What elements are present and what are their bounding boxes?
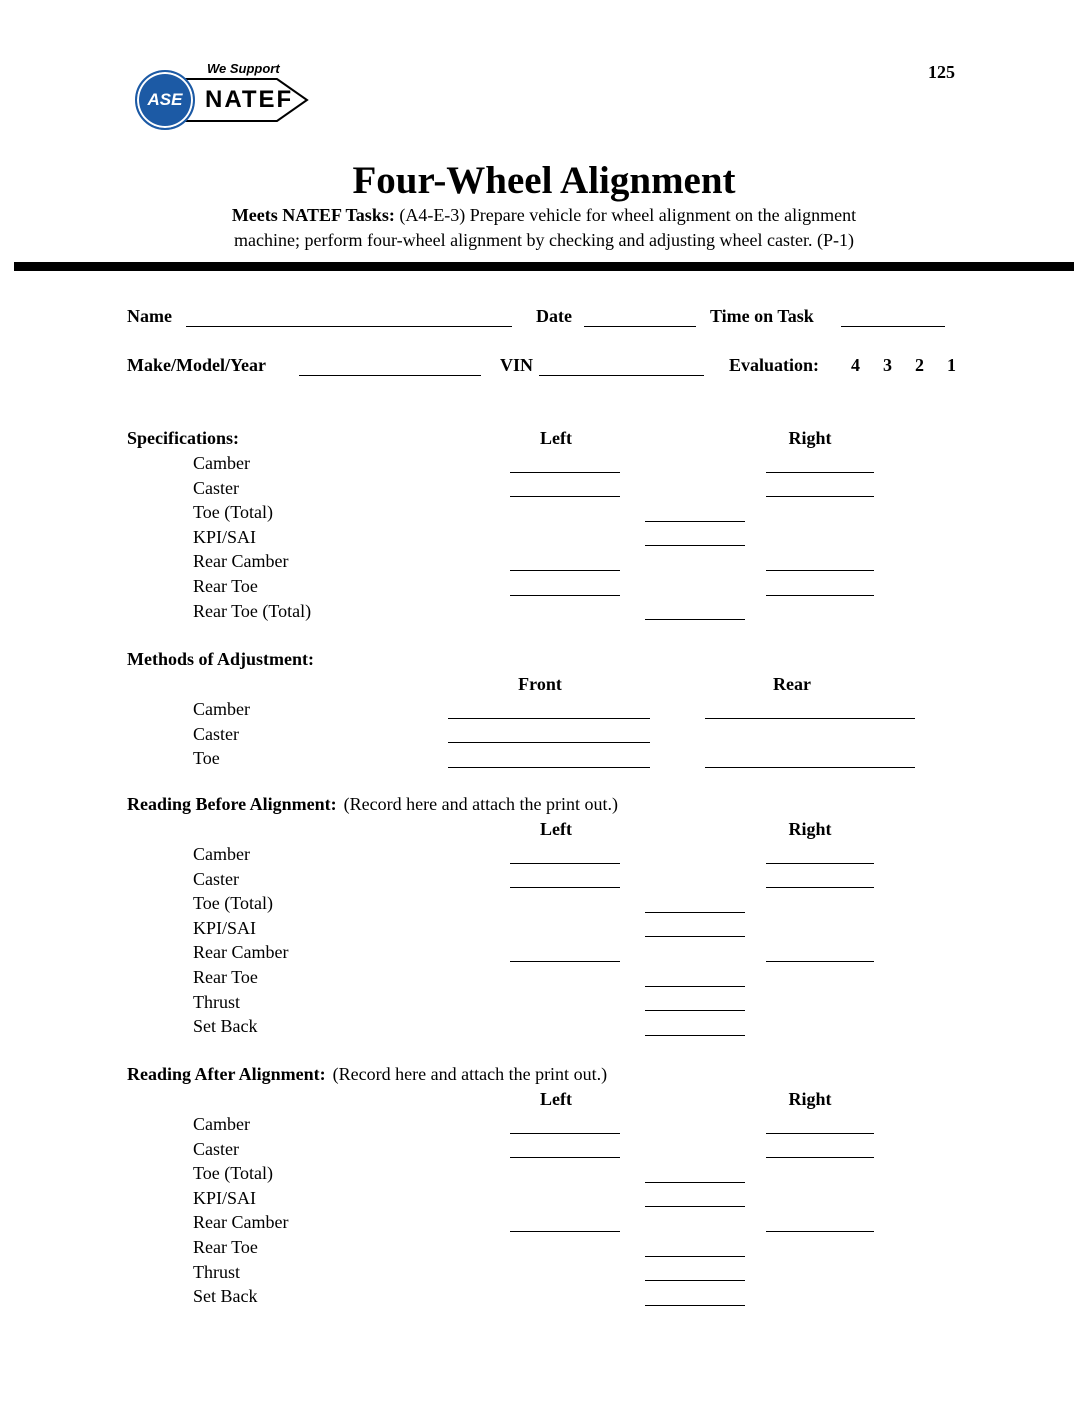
form-row [0,842,1088,867]
blank-line-center [645,545,745,546]
vin-blank-line [539,375,704,376]
blank-line-right [766,887,874,888]
blank-line-right [766,496,874,497]
blank-line-left [510,1231,620,1232]
methods-heading: Methods of Adjustment: [127,649,314,669]
form-row [0,916,1088,941]
header-fields-row2 [0,352,1088,378]
before-header-row [0,792,1088,817]
row-label: Camber [193,453,250,473]
time-on-task-blank-line [841,326,945,327]
blank-line-left [510,496,620,497]
evaluation-score-3: 3 [883,355,892,375]
form-row [0,1137,1088,1162]
form-row [0,574,1088,599]
blank-line-left [510,472,620,473]
form-row [0,1260,1088,1285]
intro-line2: machine; perform four-wheel alignment by checking and adjusting wheel caster. (P-1) [234,230,854,250]
divider-rule [14,262,1074,271]
form-row [0,1161,1088,1186]
form-row [0,599,1088,624]
specifications-header-row [0,426,1088,451]
before-heading [127,792,618,817]
before-heading-note: (Record here and attach the print out.) [343,794,619,814]
right-column-header: Right [788,819,832,839]
blank-line-center [645,1182,745,1183]
row-label: Thrust [193,991,240,1012]
blank-line-center [645,1280,745,1281]
after-heading-note: (Record here and attach the print out.) [332,1064,608,1084]
form-row [0,1235,1088,1260]
blank-line-rear [705,767,915,768]
row-label: Caster [193,723,239,744]
name-label: Name [127,306,172,326]
blank-line-left [510,1157,620,1158]
row-label: Rear Camber [193,942,289,963]
row-label: Thrust [193,1261,240,1282]
after-header-row [0,1062,1088,1087]
row-label: Camber [193,1114,250,1134]
blank-line-front [448,742,650,743]
row-label: Set Back [193,1286,258,1307]
logo-tagline: We Support [207,61,280,76]
form-row [0,867,1088,892]
form-row [0,451,1088,476]
intro-line1-rest: (A4-E-3) Prepare vehicle for wheel alignment on the alignment [394,205,857,225]
after-column-header-row [0,1087,1088,1112]
after-heading [127,1062,607,1087]
blank-line-right [766,595,874,596]
blank-line-center [645,912,745,913]
row-label: Toe (Total) [193,1163,273,1184]
date-blank-line [584,326,696,327]
blank-line-left [510,595,620,596]
form-row [0,500,1088,525]
row-label: Camber [193,844,250,864]
left-column-header: Left [540,428,572,448]
right-column-header: Right [788,428,832,448]
right-column-header: Right [788,1089,832,1109]
blank-line-right [766,1133,874,1134]
blank-line-center [645,1305,745,1306]
after-rows [0,1112,1088,1309]
form-row [0,1186,1088,1211]
form-row [0,525,1088,550]
blank-line-left [510,961,620,962]
after-heading-bold: Reading After Alignment: [127,1064,326,1084]
blank-line-center [645,619,745,620]
row-label: Rear Toe [193,575,258,596]
time-on-task-label: Time on Task [710,306,814,326]
logo-brand-text: NATEF [205,86,294,113]
row-label: Set Back [193,1016,258,1037]
evaluation-label: Evaluation: [729,355,820,375]
blank-line-center [645,1010,745,1011]
row-label: Rear Toe [193,966,258,987]
form-row [0,1112,1088,1137]
row-label: Toe (Total) [193,502,273,523]
blank-line-left [510,863,620,864]
intro-bold-label: Meets NATEF Tasks: [231,205,395,225]
date-label: Date [536,306,572,326]
specifications-rows [0,451,1088,623]
row-label: Rear Toe [193,1236,258,1257]
blank-line-left [510,1133,620,1134]
left-column-header: Left [540,819,572,839]
blank-line-center [645,1035,745,1036]
specifications-heading: Specifications: [127,428,239,448]
blank-line-left [510,887,620,888]
form-row [0,940,1088,965]
vin-label: VIN [500,355,534,375]
blank-line-center [645,521,745,522]
form-row [0,1284,1088,1309]
before-heading-bold: Reading Before Alignment: [127,794,337,814]
form-row [0,891,1088,916]
methods-column-header-row [0,672,1088,697]
blank-line-right [766,1157,874,1158]
form-row [0,722,1088,747]
row-label: Camber [193,699,250,719]
row-label: Caster [193,1138,239,1159]
methods-header-row [0,647,1088,672]
blank-line-right [766,961,874,962]
left-column-header: Left [540,1089,572,1109]
front-column-header: Front [518,674,562,694]
blank-line-front [448,718,650,719]
before-column-header-row [0,817,1088,842]
ase-badge [135,70,195,130]
name-blank-line [186,326,512,327]
section-methods-of-adjustment [0,647,1088,771]
blank-line-left [510,570,620,571]
natef-logo [133,58,318,140]
blank-line-right [766,1231,874,1232]
row-label: KPI/SAI [193,1187,257,1208]
blank-line-center [645,936,745,937]
form-row [0,990,1088,1015]
form-row [0,476,1088,501]
row-label: KPI/SAI [193,526,257,547]
form-row [0,1014,1088,1039]
blank-line-right [766,570,874,571]
evaluation-score-1: 1 [947,355,956,375]
section-specifications [0,426,1088,623]
blank-line-rear [705,718,915,719]
row-label: Toe (Total) [193,893,273,914]
row-label: Caster [193,868,239,889]
row-label: Caster [193,477,239,498]
row-label: Toe [193,748,220,769]
form-row [0,549,1088,574]
make-model-year-label: Make/Model/Year [127,355,266,375]
blank-line-right [766,863,874,864]
blank-line-center [645,986,745,987]
intro-line1 [0,203,1088,228]
evaluation-score-2: 2 [915,355,924,375]
evaluation-score-4: 4 [851,355,860,375]
ase-badge-text: ASE [147,90,183,109]
row-label: Rear Camber [193,551,289,572]
header-fields-row1 [0,303,1088,329]
blank-line-front [448,767,650,768]
intro-text [0,203,1088,253]
row-label: Rear Toe (Total) [193,600,312,621]
form-row [0,1210,1088,1235]
page-number: 125 [928,62,955,82]
form-row [0,965,1088,990]
row-label: Rear Camber [193,1212,289,1233]
blank-line-center [645,1206,745,1207]
make-model-year-blank-line [299,375,481,376]
before-rows [0,842,1088,1039]
form-row [0,697,1088,722]
section-reading-before-alignment [0,792,1088,1039]
methods-rows [0,697,1088,771]
form-title: Four-Wheel Alignment [352,159,736,202]
form-row [0,746,1088,771]
rear-column-header: Rear [773,674,811,694]
section-reading-after-alignment [0,1062,1088,1309]
blank-line-right [766,472,874,473]
blank-line-center [645,1256,745,1257]
row-label: KPI/SAI [193,917,257,938]
